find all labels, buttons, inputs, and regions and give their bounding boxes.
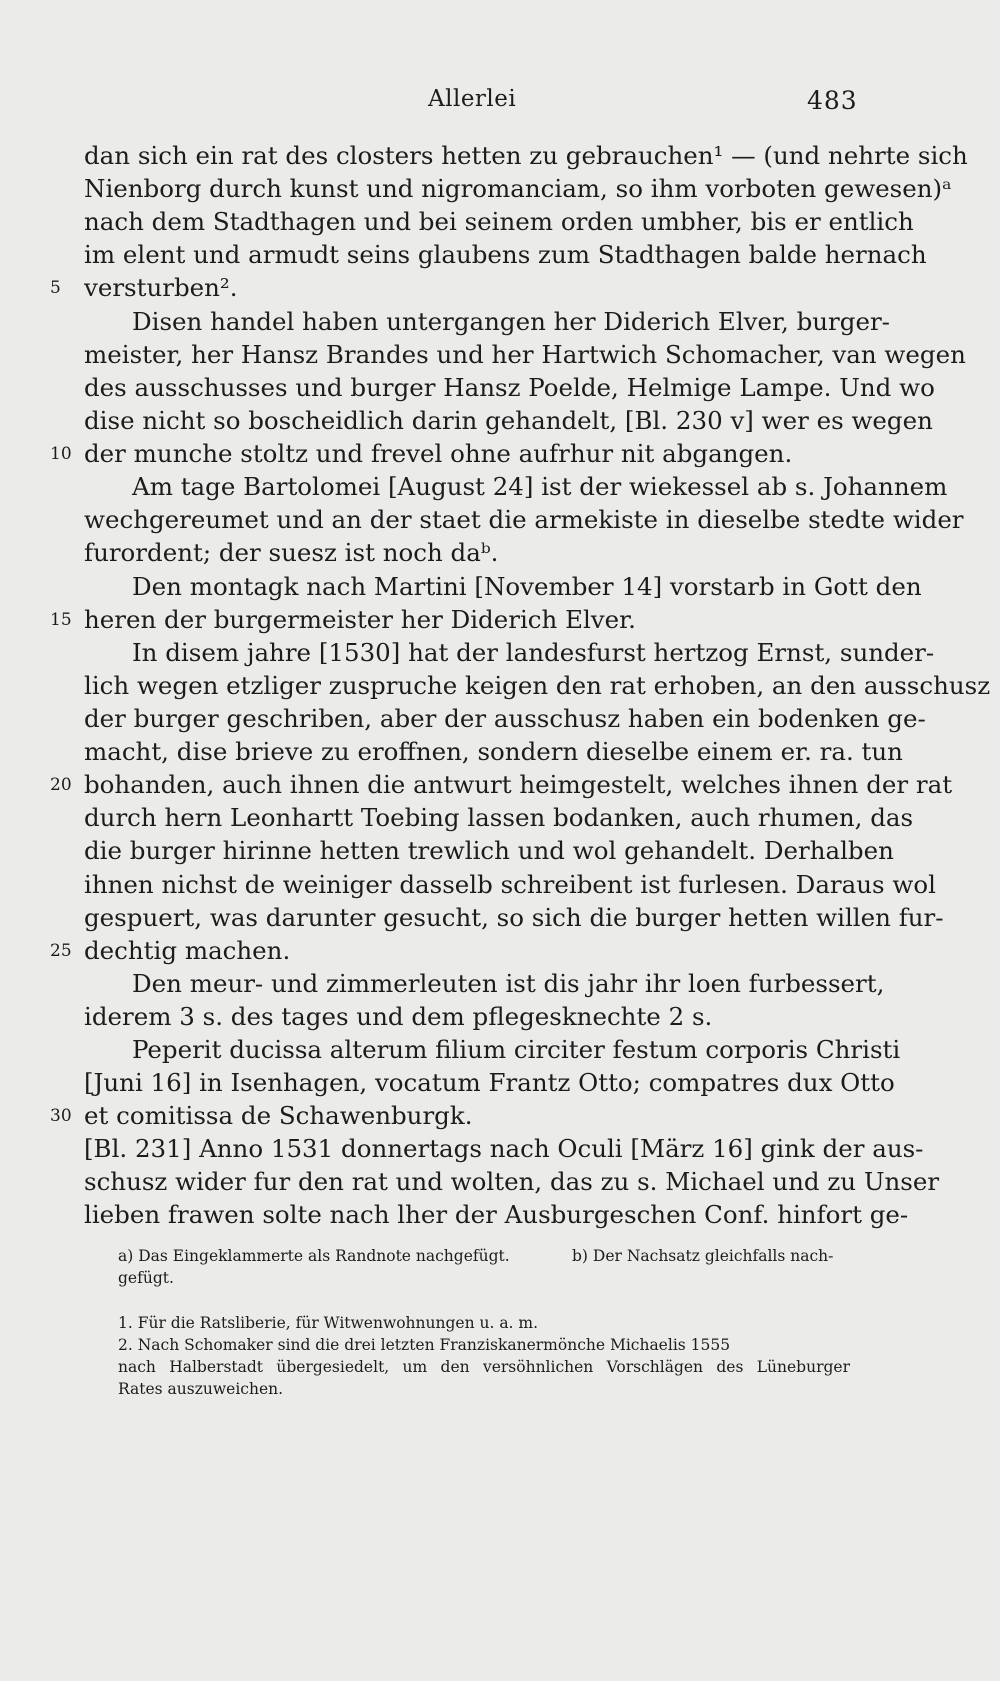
body-line: ihnen nichst de weiniger dasselb schreibent ist furlesen. Daraus wol <box>84 870 936 899</box>
line-number: 25 <box>50 941 72 961</box>
footnote-1: 1. Für die Ratsliberie, für Witwenwohnungen u. a. m. <box>118 1314 539 1332</box>
body-line: Nienborg durch kunst und nigromanciam, so ihm vorboten gewesen)ᵃ <box>84 174 952 203</box>
body-line: [Juni 16] in Isenhagen, vocatum Frantz Otto; compatres dux Otto <box>84 1068 895 1097</box>
body-line: Den meur- und zimmerleuten ist dis jahr ihr loen furbessert, <box>132 969 885 998</box>
body-line: schusz wider fur den rat und wolten, das zu s. Michael und zu Unser <box>84 1167 940 1196</box>
body-line: In disem jahre [1530] hat der landesfurst hertzog Ernst, sunder- <box>132 638 935 667</box>
body-line: der munche stoltz und frevel ohne aufrhur nit abgangen. <box>84 439 793 468</box>
body-line: macht, dise brieve zu eroffnen, sondern dieselbe einem er. ra. tun <box>84 737 903 766</box>
running-head <box>0 86 1000 116</box>
body-line: iderem 3 s. des tages und dem pflegesknechte 2 s. <box>84 1002 713 1031</box>
body-line: heren der burgermeister her Diderich Elver. <box>84 605 636 634</box>
line-number: 10 <box>50 444 72 464</box>
textual-note-b: b) Der Nachsatz gleichfalls nach- <box>572 1247 834 1265</box>
line-number: 5 <box>50 278 61 298</box>
body-line: des ausschusses und burger Hansz Poelde, Helmige Lampe. Und wo <box>84 373 935 402</box>
body-line: die burger hirinne hetten trewlich und wol gehandelt. Derhalben <box>84 836 894 865</box>
body-line: Am tage Bartolomei [August 24] ist der wiekessel ab s. Johannem <box>132 472 948 501</box>
body-line: furordent; der suesz ist noch daᵇ. <box>84 538 499 567</box>
body-line: dise nicht so boscheidlich darin gehandelt, [Bl. 230 v] wer es wegen <box>84 406 933 435</box>
body-line: dan sich ein rat des closters hetten zu gebrauchen¹ — (und nehrte sich <box>84 141 968 170</box>
body-line: Disen handel haben untergangen her Diderich Elver, burger- <box>132 307 890 336</box>
running-title: Allerlei <box>428 86 517 112</box>
body-line: durch hern Leonhartt Toebing lassen bodanken, auch rhumen, das <box>84 803 914 832</box>
textual-note-a: a) Das Eingeklammerte als Randnote nachgefügt. <box>118 1247 510 1265</box>
line-number: 15 <box>50 610 72 630</box>
footnote-2: 2. Nach Schomaker sind die drei letzten Franziskanermönche Michaelis 1555 <box>118 1336 731 1354</box>
footnote-2-end: Rates auszuweichen. <box>118 1380 284 1398</box>
body-line: versturben². <box>84 273 238 302</box>
body-line: Den montagk nach Martini [November 14] vorstarb in Gott den <box>132 572 922 601</box>
body-line: im elent und armudt seins glaubens zum Stadthagen balde hernach <box>84 240 927 269</box>
body-line: lieben frawen solte nach lher der Ausburgeschen Conf. hinfort ge- <box>84 1200 909 1229</box>
line-number: 30 <box>50 1106 72 1126</box>
body-line: der burger geschriben, aber der ausschusz haben ein bodenken ge- <box>84 704 926 733</box>
footnote-2-continued: nach Halberstadt übergesiedelt, um den versöhnlichen Vorschlägen des Lüneburger <box>118 1358 850 1376</box>
body-line: bohanden, auch ihnen die antwurt heimgestelt, welches ihnen der rat <box>84 770 953 799</box>
body-line: wechgereumet und an der staet die armekiste in dieselbe stedte wider <box>84 505 964 534</box>
body-line: [Bl. 231] Anno 1531 donnertags nach Oculi [März 16] gink der aus- <box>84 1134 924 1163</box>
body-line: lich wegen etzliger zuspruche keigen den rat erhoben, an den ausschusz <box>84 671 991 700</box>
body-line: dechtig machen. <box>84 936 291 965</box>
body-line: gespuert, was darunter gesucht, so sich die burger hetten willen fur- <box>84 903 944 932</box>
body-line: nach dem Stadthagen und bei seinem orden umbher, bis er entlich <box>84 207 914 236</box>
body-line: Peperit ducissa alterum filium circiter festum corporis Christi <box>132 1035 901 1064</box>
page-number: 483 <box>807 86 858 115</box>
textual-note-b-continued: gefügt. <box>118 1269 174 1287</box>
line-number: 20 <box>50 775 72 795</box>
body-line: meister, her Hansz Brandes und her Hartwich Schomacher, van wegen <box>84 340 966 369</box>
body-line: et comitissa de Schawenburgk. <box>84 1101 473 1130</box>
